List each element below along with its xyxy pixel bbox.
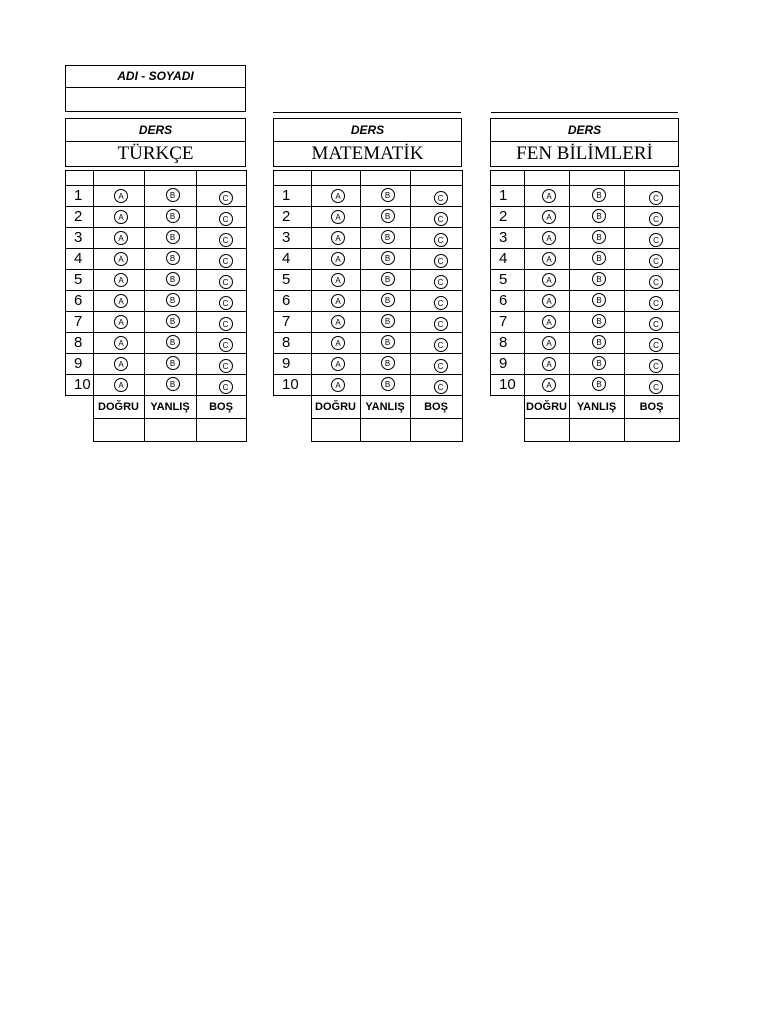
question-number: 10 — [274, 375, 312, 396]
question-row — [491, 375, 680, 396]
option-b-bubble[interactable]: B — [166, 251, 180, 265]
option-cell — [361, 228, 411, 249]
option-cell — [625, 354, 680, 375]
option-cell — [525, 228, 570, 249]
question-number: 6 — [66, 291, 94, 312]
option-c-bubble[interactable]: C — [649, 338, 663, 352]
option-a-bubble[interactable]: A — [114, 189, 128, 203]
option-a-bubble[interactable]: A — [331, 294, 345, 308]
option-cell — [94, 354, 145, 375]
question-row — [491, 312, 680, 333]
option-cell — [197, 207, 247, 228]
student-name-box — [65, 65, 246, 112]
option-cell — [411, 312, 463, 333]
question-number: 2 — [491, 207, 525, 228]
option-cell — [625, 249, 680, 270]
option-cell — [312, 207, 361, 228]
option-a-bubble[interactable]: A — [114, 315, 128, 329]
option-b-bubble[interactable]: B — [381, 314, 395, 328]
option-cell — [570, 270, 625, 291]
option-a-bubble[interactable]: A — [542, 294, 556, 308]
option-b-bubble[interactable]: B — [166, 314, 180, 328]
option-c-bubble[interactable]: C — [434, 380, 448, 394]
option-cell — [312, 354, 361, 375]
option-cell — [94, 333, 145, 354]
ders-label: DERS — [273, 118, 462, 142]
option-cell — [312, 291, 361, 312]
option-a-bubble[interactable]: A — [331, 252, 345, 266]
question-number: 4 — [274, 249, 312, 270]
option-cell — [525, 186, 570, 207]
option-b-bubble[interactable]: B — [592, 314, 606, 328]
blank-count-field[interactable] — [624, 418, 679, 441]
question-number: 4 — [66, 249, 94, 270]
option-a-bubble[interactable]: A — [331, 357, 345, 371]
question-row — [66, 354, 247, 375]
option-c-bubble[interactable]: C — [219, 296, 233, 310]
question-number: 10 — [66, 375, 94, 396]
score-table — [273, 396, 463, 442]
question-row — [274, 291, 463, 312]
student-name-field[interactable] — [65, 88, 246, 112]
option-c-bubble[interactable]: C — [649, 296, 663, 310]
option-cell — [361, 354, 411, 375]
subject-name: FEN BİLİMLERİ — [490, 142, 679, 167]
option-c-bubble[interactable]: C — [219, 233, 233, 247]
blank-label: BOŞ — [410, 396, 462, 418]
option-cell — [361, 375, 411, 396]
question-number: 9 — [274, 354, 312, 375]
blank-count-field[interactable] — [196, 418, 246, 441]
option-cell — [361, 312, 411, 333]
correct-count-field[interactable] — [93, 418, 144, 441]
grid-header-cell — [625, 171, 680, 186]
option-cell — [312, 228, 361, 249]
option-a-bubble[interactable]: A — [114, 378, 128, 392]
option-c-bubble[interactable]: C — [649, 233, 663, 247]
option-c-bubble[interactable]: C — [219, 212, 233, 226]
option-c-bubble[interactable]: C — [434, 212, 448, 226]
option-cell — [197, 228, 247, 249]
question-number: 3 — [491, 228, 525, 249]
option-a-bubble[interactable]: A — [542, 210, 556, 224]
wrong-count-field[interactable] — [569, 418, 624, 441]
option-a-bubble[interactable]: A — [542, 189, 556, 203]
option-cell — [94, 291, 145, 312]
grid-header-cell — [570, 171, 625, 186]
option-cell — [625, 270, 680, 291]
option-c-bubble[interactable]: C — [434, 275, 448, 289]
grid-header-cell — [197, 171, 247, 186]
wrong-label: YANLIŞ — [144, 396, 196, 418]
option-b-bubble[interactable]: B — [166, 209, 180, 223]
question-number: 8 — [274, 333, 312, 354]
question-number: 6 — [491, 291, 525, 312]
option-b-bubble[interactable]: B — [592, 251, 606, 265]
question-number: 5 — [66, 270, 94, 291]
option-b-bubble[interactable]: B — [381, 293, 395, 307]
option-cell — [570, 291, 625, 312]
subject-top-line — [273, 112, 461, 113]
option-a-bubble[interactable]: A — [542, 357, 556, 371]
option-cell — [145, 207, 197, 228]
question-number: 7 — [274, 312, 312, 333]
option-b-bubble[interactable]: B — [166, 293, 180, 307]
option-c-bubble[interactable]: C — [434, 338, 448, 352]
subject-matematik — [273, 118, 462, 442]
option-b-bubble[interactable]: B — [592, 293, 606, 307]
option-cell — [525, 207, 570, 228]
option-cell — [145, 249, 197, 270]
option-a-bubble[interactable]: A — [331, 210, 345, 224]
question-row — [491, 354, 680, 375]
option-cell — [525, 354, 570, 375]
option-a-bubble[interactable]: A — [542, 273, 556, 287]
option-c-bubble[interactable]: C — [219, 254, 233, 268]
grid-header-cell — [312, 171, 361, 186]
option-b-bubble[interactable]: B — [381, 335, 395, 349]
question-number: 1 — [66, 186, 94, 207]
option-cell — [411, 228, 463, 249]
option-a-bubble[interactable]: A — [542, 315, 556, 329]
option-cell — [625, 312, 680, 333]
option-c-bubble[interactable]: C — [649, 359, 663, 373]
subject-name: MATEMATİK — [273, 142, 462, 167]
option-b-bubble[interactable]: B — [381, 377, 395, 391]
option-a-bubble[interactable]: A — [542, 231, 556, 245]
option-a-bubble[interactable]: A — [114, 357, 128, 371]
option-c-bubble[interactable]: C — [649, 191, 663, 205]
question-row — [491, 270, 680, 291]
question-number: 4 — [491, 249, 525, 270]
option-cell — [525, 375, 570, 396]
option-cell — [570, 333, 625, 354]
grid-header-cell — [274, 171, 312, 186]
option-cell — [411, 270, 463, 291]
option-cell — [361, 333, 411, 354]
option-c-bubble[interactable]: C — [649, 254, 663, 268]
option-cell — [361, 291, 411, 312]
option-cell — [570, 354, 625, 375]
option-cell — [361, 186, 411, 207]
option-b-bubble[interactable]: B — [592, 356, 606, 370]
option-cell — [625, 375, 680, 396]
option-cell — [145, 375, 197, 396]
option-a-bubble[interactable]: A — [114, 336, 128, 350]
option-cell — [411, 249, 463, 270]
option-cell — [94, 228, 145, 249]
question-row — [66, 312, 247, 333]
option-cell — [94, 186, 145, 207]
option-cell — [411, 291, 463, 312]
option-cell — [525, 291, 570, 312]
option-b-bubble[interactable]: B — [166, 335, 180, 349]
ders-label: DERS — [490, 118, 679, 142]
score-table — [490, 396, 680, 442]
option-cell — [411, 207, 463, 228]
option-cell — [625, 291, 680, 312]
option-cell — [625, 228, 680, 249]
question-number: 9 — [491, 354, 525, 375]
option-cell — [145, 333, 197, 354]
question-number: 10 — [491, 375, 525, 396]
option-a-bubble[interactable]: A — [331, 315, 345, 329]
option-c-bubble[interactable]: C — [219, 275, 233, 289]
option-c-bubble[interactable]: C — [649, 212, 663, 226]
option-b-bubble[interactable]: B — [592, 209, 606, 223]
option-a-bubble[interactable]: A — [114, 273, 128, 287]
option-c-bubble[interactable]: C — [219, 317, 233, 331]
question-row — [491, 207, 680, 228]
option-c-bubble[interactable]: C — [649, 275, 663, 289]
question-number: 8 — [66, 333, 94, 354]
option-b-bubble[interactable]: B — [592, 335, 606, 349]
question-row — [274, 186, 463, 207]
option-b-bubble[interactable]: B — [166, 188, 180, 202]
option-b-bubble[interactable]: B — [592, 230, 606, 244]
wrong-count-field[interactable] — [360, 418, 410, 441]
option-cell — [145, 186, 197, 207]
option-cell — [312, 249, 361, 270]
option-cell — [145, 270, 197, 291]
correct-label: DOĞRU — [93, 396, 144, 418]
option-b-bubble[interactable]: B — [381, 272, 395, 286]
option-cell — [94, 375, 145, 396]
option-c-bubble[interactable]: C — [649, 317, 663, 331]
option-b-bubble[interactable]: B — [592, 188, 606, 202]
option-cell — [525, 249, 570, 270]
subject-name: TÜRKÇE — [65, 142, 246, 167]
option-c-bubble[interactable]: C — [434, 296, 448, 310]
wrong-label: YANLIŞ — [360, 396, 410, 418]
option-c-bubble[interactable]: C — [434, 191, 448, 205]
grid-header-cell — [491, 171, 525, 186]
option-cell — [312, 312, 361, 333]
option-a-bubble[interactable]: A — [331, 273, 345, 287]
option-a-bubble[interactable]: A — [331, 336, 345, 350]
correct-label: DOĞRU — [311, 396, 360, 418]
question-row — [274, 207, 463, 228]
question-number: 2 — [274, 207, 312, 228]
question-row — [66, 375, 247, 396]
option-cell — [570, 186, 625, 207]
question-row — [491, 333, 680, 354]
option-cell — [145, 228, 197, 249]
option-cell — [197, 375, 247, 396]
option-cell — [312, 333, 361, 354]
subject-top-line — [491, 112, 678, 113]
blank-count-field[interactable] — [410, 418, 462, 441]
question-number: 6 — [274, 291, 312, 312]
question-row — [66, 228, 247, 249]
option-b-bubble[interactable]: B — [166, 377, 180, 391]
question-row — [66, 291, 247, 312]
option-cell — [361, 207, 411, 228]
option-a-bubble[interactable]: A — [542, 378, 556, 392]
option-cell — [197, 291, 247, 312]
option-c-bubble[interactable]: C — [434, 317, 448, 331]
question-row — [491, 291, 680, 312]
option-cell — [570, 207, 625, 228]
question-number: 5 — [274, 270, 312, 291]
grid-header-cell — [145, 171, 197, 186]
option-a-bubble[interactable]: A — [114, 294, 128, 308]
correct-count-field[interactable] — [311, 418, 360, 441]
option-a-bubble[interactable]: A — [114, 252, 128, 266]
option-b-bubble[interactable]: B — [381, 356, 395, 370]
question-row — [274, 333, 463, 354]
option-cell — [570, 312, 625, 333]
option-c-bubble[interactable]: C — [219, 359, 233, 373]
option-b-bubble[interactable]: B — [592, 377, 606, 391]
grid-header-cell — [411, 171, 463, 186]
option-b-bubble[interactable]: B — [381, 188, 395, 202]
option-cell — [411, 333, 463, 354]
ders-label: DERS — [65, 118, 246, 142]
option-c-bubble[interactable]: C — [219, 191, 233, 205]
correct-count-field[interactable] — [524, 418, 569, 441]
option-cell — [570, 249, 625, 270]
question-number: 9 — [66, 354, 94, 375]
option-cell — [197, 333, 247, 354]
option-cell — [145, 291, 197, 312]
option-cell — [94, 312, 145, 333]
wrong-count-field[interactable] — [144, 418, 196, 441]
question-number: 3 — [274, 228, 312, 249]
grid-header-cell — [94, 171, 145, 186]
question-number: 8 — [491, 333, 525, 354]
answer-grid — [490, 170, 680, 396]
option-b-bubble[interactable]: B — [381, 209, 395, 223]
option-cell — [525, 312, 570, 333]
option-cell — [525, 270, 570, 291]
option-c-bubble[interactable]: C — [219, 338, 233, 352]
question-row — [66, 270, 247, 291]
option-cell — [94, 207, 145, 228]
option-cell — [570, 375, 625, 396]
option-cell — [145, 312, 197, 333]
option-cell — [197, 354, 247, 375]
question-row — [274, 249, 463, 270]
option-cell — [145, 354, 197, 375]
option-cell — [625, 207, 680, 228]
option-cell — [525, 333, 570, 354]
option-cell — [197, 270, 247, 291]
option-b-bubble[interactable]: B — [166, 272, 180, 286]
question-number: 2 — [66, 207, 94, 228]
question-row — [274, 375, 463, 396]
option-cell — [197, 249, 247, 270]
answer-grid — [65, 170, 247, 396]
grid-header-cell — [525, 171, 570, 186]
option-cell — [94, 270, 145, 291]
option-cell — [312, 270, 361, 291]
subject-fen-bilimleri — [490, 118, 678, 442]
option-cell — [94, 249, 145, 270]
option-b-bubble[interactable]: B — [381, 230, 395, 244]
question-number: 1 — [491, 186, 525, 207]
correct-label: DOĞRU — [524, 396, 569, 418]
blank-label: BOŞ — [196, 396, 246, 418]
question-row — [66, 186, 247, 207]
option-cell — [361, 270, 411, 291]
question-row — [274, 312, 463, 333]
option-a-bubble[interactable]: A — [542, 336, 556, 350]
option-cell — [411, 186, 463, 207]
option-b-bubble[interactable]: B — [592, 272, 606, 286]
option-cell — [411, 375, 463, 396]
option-a-bubble[interactable]: A — [114, 210, 128, 224]
option-b-bubble[interactable]: B — [381, 251, 395, 265]
option-c-bubble[interactable]: C — [434, 233, 448, 247]
question-row — [274, 228, 463, 249]
grid-header-cell — [361, 171, 411, 186]
option-cell — [197, 312, 247, 333]
question-row — [491, 228, 680, 249]
question-row — [491, 249, 680, 270]
score-table — [65, 396, 247, 442]
option-c-bubble[interactable]: C — [434, 254, 448, 268]
grid-header-cell — [66, 171, 94, 186]
option-a-bubble[interactable]: A — [331, 378, 345, 392]
option-a-bubble[interactable]: A — [331, 189, 345, 203]
option-b-bubble[interactable]: B — [166, 356, 180, 370]
option-a-bubble[interactable]: A — [331, 231, 345, 245]
question-row — [491, 186, 680, 207]
option-a-bubble[interactable]: A — [542, 252, 556, 266]
option-c-bubble[interactable]: C — [219, 380, 233, 394]
option-cell — [312, 186, 361, 207]
question-number: 3 — [66, 228, 94, 249]
option-a-bubble[interactable]: A — [114, 231, 128, 245]
question-number: 7 — [491, 312, 525, 333]
question-row — [274, 270, 463, 291]
subject-turkce — [65, 118, 246, 442]
question-row — [66, 207, 247, 228]
option-cell — [570, 228, 625, 249]
answer-grid — [273, 170, 463, 396]
option-cell — [625, 186, 680, 207]
option-cell — [361, 249, 411, 270]
wrong-label: YANLIŞ — [569, 396, 624, 418]
option-cell — [625, 333, 680, 354]
student-name-label: ADI - SOYADI — [65, 65, 246, 88]
question-number: 5 — [491, 270, 525, 291]
option-cell — [312, 375, 361, 396]
question-row — [66, 249, 247, 270]
question-number: 7 — [66, 312, 94, 333]
question-row — [274, 354, 463, 375]
blank-label: BOŞ — [624, 396, 679, 418]
question-number: 1 — [274, 186, 312, 207]
question-row — [66, 333, 247, 354]
option-b-bubble[interactable]: B — [166, 230, 180, 244]
option-cell — [411, 354, 463, 375]
option-c-bubble[interactable]: C — [434, 359, 448, 373]
option-cell — [197, 186, 247, 207]
option-c-bubble[interactable]: C — [649, 380, 663, 394]
